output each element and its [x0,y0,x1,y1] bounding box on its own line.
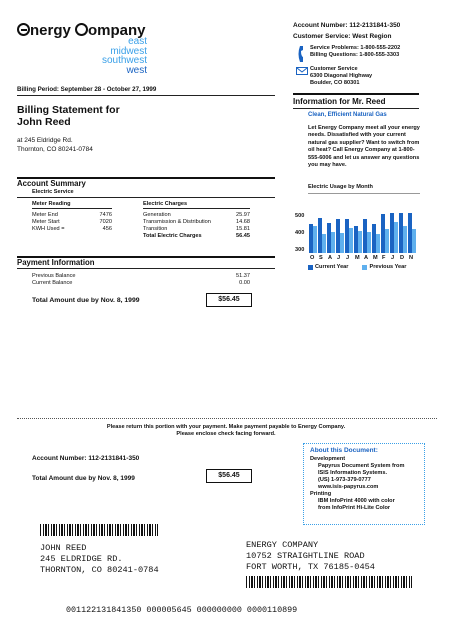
bar-group [408,213,416,253]
bar-group [390,213,398,253]
chart-x-label: D [400,255,405,261]
chart-x-label: O [310,255,315,261]
bar-previous-year [313,226,317,253]
payment-title: Payment Information [17,258,95,267]
table-row: KWH Used = 456 [32,226,112,232]
return-instructions: Please return this portion with your payment. Make payment payable to Energy Company. Please enclose check facing forward. [106,424,346,437]
bar-previous-year [412,229,416,253]
amount-due-value: $56.45 [206,293,252,307]
bar-previous-year [385,229,389,253]
bar-previous-year [358,231,362,253]
chart-ytick-500: 500 [295,213,305,219]
statement-title: Billing Statement for John Reed [17,104,120,128]
mail-address: Customer Service 6300 Diagonal Highway Boulder, CO 80301 [310,66,373,86]
summary-service: Electric Service [32,189,74,195]
table-row: Total Electric Charges 56.45 [143,233,250,239]
print-info: IBM InfoPrint 4000 with color from InfoPrint Hi-Lite Color [318,498,395,511]
bar-previous-year [376,234,380,253]
remit-address-block: ENERGY COMPANY 10752 STRAIGHTLINE ROAD FORT WORTH, TX 76185-0454 [246,540,375,572]
chart-x-label: A [364,255,369,261]
table-row: Meter Start 7020 [32,219,112,225]
scanline: 001122131841350 000005645 000000000 0000110899 [66,605,298,615]
remit-barcode [246,576,412,588]
info-subtitle: Clean, Efficient Natural Gas [308,112,387,118]
chart-ytick-400: 400 [295,230,305,236]
bar-previous-year [403,226,407,253]
chart-x-label: J [346,255,350,261]
logo-c-icon [75,23,88,36]
bar-previous-year [331,232,335,253]
bar-previous-year [322,234,326,253]
company-regions: east midwest southwest west [101,36,147,76]
chart-x-label: M [373,255,378,261]
meter-table [32,212,112,233]
legend-swatch-current [308,265,313,270]
about-title: About this Document: [310,447,378,454]
chart-title: Electric Usage by Month [308,184,373,190]
bar-group [327,223,335,253]
chart-x-labels [310,255,418,262]
bar-previous-year [394,222,398,253]
chart-x-label: S [319,255,323,261]
chart-x-label: A [328,255,333,261]
bar-previous-year [349,228,353,253]
charges-table [143,212,250,240]
customer-barcode [40,524,158,536]
bar-group [399,213,407,253]
company-logo: nergy ompany [17,22,146,39]
chart-x-label: F [382,255,386,261]
chart-x-label: J [391,255,395,261]
bar-previous-year [367,232,371,253]
chart-x-label: N [409,255,414,261]
table-row: Meter End 7476 [32,212,112,218]
usage-chart [309,205,417,253]
balances: Previous Balance 51.37 Current Balance 0.00 [32,273,250,286]
account-number: Account Number: 112-2131841-350 [293,22,401,29]
summary-title: Account Summary [17,179,86,188]
table-row: Transition 15.81 [143,226,250,232]
chart-x-label: J [337,255,341,261]
tear-line [17,418,437,419]
bar-group [381,214,389,253]
about-document-box [303,443,425,525]
stub-account-number: Account Number: 112-2131841-350 [32,455,140,462]
bar-group [354,226,362,253]
amount-due-label: Total Amount due by Nov. 8, 1999 [32,297,140,304]
bar-group [363,219,371,253]
statement-address: at 245 Eldridge Rd. Thornton, CO 80241-0784 [17,137,93,153]
stub-amount-due-value: $56.45 [206,469,252,483]
chart-ytick-300: 300 [295,247,305,253]
charges-header: Electric Charges [143,201,188,207]
table-row: Transmission & Distribution 14.68 [143,219,250,225]
mail-icon [296,67,308,75]
bar-group [336,219,344,253]
customer-address-block: JOHN REED 245 ELDRIDGE RD. THORNTON, CO 80241-0784 [40,543,159,575]
service-phones: Service Problems: 1-800-555-2202 Billing Questions: 1-800-555-3303 [310,45,401,58]
print-label: Printing [310,491,332,497]
table-row: Generation 25.97 [143,212,250,218]
bar-group [318,218,326,253]
stub-amount-due-label: Total Amount due by Nov. 8, 1999 [32,475,135,482]
bar-group [372,224,380,253]
customer-service-region: Customer Service: West Region [293,33,392,40]
bar-previous-year [340,233,344,253]
dev-label: Development [310,456,346,462]
billing-period: Billing Period: September 28 - October 27, 1999 [17,86,157,93]
info-title: Information for Mr. Reed [293,97,386,106]
info-body: Let Energy Company meet all your energy needs. Dissatisfied with your current natural gas supplier? Want to switch from oil heat? Call Energy Company at 1-800-555-6006 and let us answer any questions you may have. [308,125,420,169]
bar-group [345,219,353,253]
phone-icon [297,45,307,63]
chart-legend: Current Year Previous Year [308,264,406,271]
dev-info: Papyrus Document System from ISIS Information Systems. (US) 1-973-379-0777 www.isis-papyrus.com [318,463,405,490]
logo-e-icon [17,23,30,36]
legend-swatch-previous [362,265,367,270]
bar-group [309,224,317,253]
meter-header: Meter Reading [32,201,71,207]
chart-x-label: M [355,255,360,261]
